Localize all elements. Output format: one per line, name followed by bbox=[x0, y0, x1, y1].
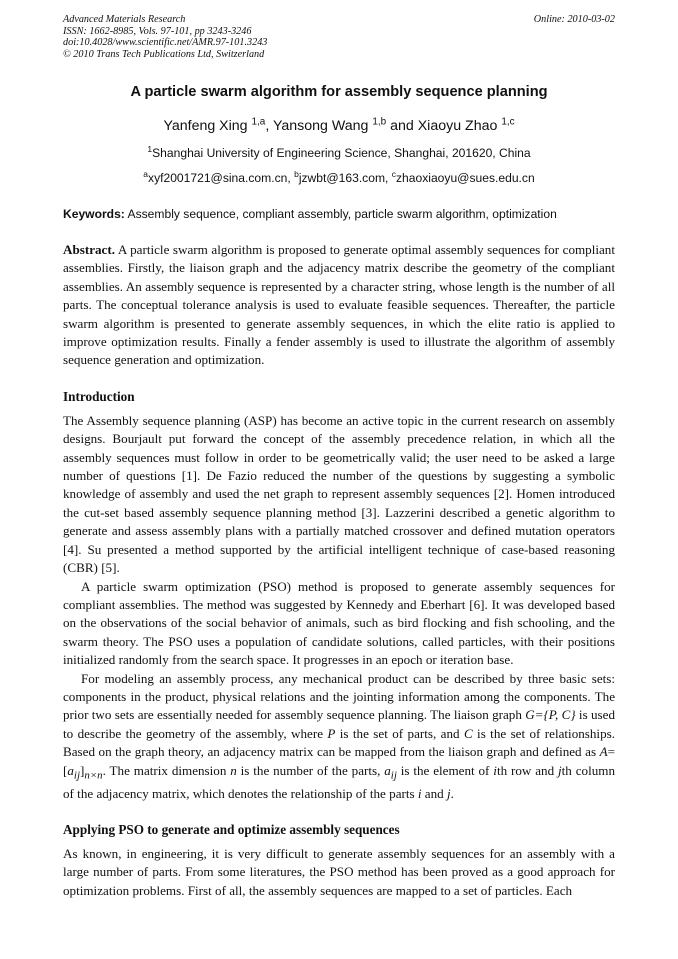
affiliation-text: Shanghai University of Engineering Science, Shanghai, 201620, China bbox=[152, 146, 531, 160]
abstract-text: A particle swarm algorithm is proposed to generate optimal assembly sequences for compliant assemblies. Firstly, the liaison graph and the adjacency matrix describe the geometry of the compliant assemblies. An assembly sequence is represented by a character string, whose length is the number of all parts. The conceptual tolerance analysis is used to evaluate feasible sequences. Thereafter, the particle swarm algorithm is presented to generate assembly sequences, in which the elite ratio is applied to improve optimization results. Finally a fender assembly is used to illustrate the algorithm of assembly sequence generation and optimization. bbox=[63, 242, 615, 368]
abstract bbox=[63, 241, 615, 370]
text-run: is used to describe the geometry of the assembly, where bbox=[63, 707, 615, 741]
keywords-label: Keywords: bbox=[63, 207, 125, 221]
text-run: and bbox=[421, 785, 447, 801]
math-symbol: j bbox=[558, 762, 562, 778]
text-run: . bbox=[450, 785, 454, 801]
text-run: is the set of parts, and bbox=[335, 725, 464, 741]
journal-header bbox=[63, 14, 615, 60]
math-symbol: C bbox=[463, 725, 473, 741]
author-affil-mark: 1,b bbox=[372, 116, 387, 128]
math-subscript: n×n bbox=[84, 769, 103, 782]
author-name: Yanfeng Xing bbox=[163, 118, 252, 134]
math-symbol: i bbox=[417, 785, 422, 801]
journal-info bbox=[63, 14, 267, 60]
journal-doi: doi:10.4028/www.scientific.net/AMR.97-101.3243 bbox=[63, 37, 268, 48]
text-run: is the set of relationships. Based on the graph theory, an adjacency matrix can be mapped from the liaison graph and defined as bbox=[63, 725, 615, 760]
section-heading-pso: Applying PSO to generate and optimize assembly sequences bbox=[63, 821, 400, 837]
author-affil-mark: 1,c bbox=[501, 116, 515, 128]
affiliation bbox=[63, 143, 615, 160]
math-liaison-graph: G={P, C} bbox=[525, 707, 576, 723]
author-separator: , bbox=[265, 118, 273, 134]
text-run: th row and bbox=[496, 762, 559, 778]
author-name: Xiaoyu Zhao bbox=[417, 118, 502, 134]
journal-copyright: © 2010 Trans Tech Publications Ltd, Switzerland bbox=[63, 48, 265, 60]
paper-title: A particle swarm algorithm for assembly sequence planning bbox=[130, 84, 548, 100]
email-link[interactable]: jzwbt@163.com bbox=[298, 171, 386, 185]
math-symbol: j bbox=[446, 785, 451, 801]
text-run: For modeling an assembly process, any mechanical product can be described by three basic sets: components in the product, physical relations and the jointing information among the components. The prior two sets are essentially needed for assembly sequence planning. The liaison graph bbox=[63, 670, 615, 723]
text-run: . The matrix dimension bbox=[102, 762, 231, 778]
email-mark: b bbox=[294, 168, 299, 179]
keywords-text: Assembly sequence, compliant assembly, particle swarm algorithm, optimization bbox=[124, 207, 557, 221]
email-separator: , bbox=[385, 171, 392, 185]
author-emails bbox=[63, 168, 615, 185]
email-link[interactable]: zhaoxiaoyu@sues.edu.cn bbox=[396, 171, 535, 185]
math-symbol: A bbox=[599, 744, 608, 760]
abstract-label: Abstract. bbox=[63, 242, 115, 257]
math-symbol: i bbox=[493, 762, 497, 778]
math-subscript: ij bbox=[73, 769, 80, 782]
math-symbol: P bbox=[327, 725, 336, 741]
text-run: ] bbox=[79, 762, 85, 778]
keywords bbox=[63, 207, 615, 221]
math-symbol: a bbox=[384, 762, 391, 778]
email-mark: a bbox=[143, 168, 149, 179]
text-run: th column of the adjacency matrix, which denotes the relationship of the parts bbox=[63, 762, 615, 801]
affiliation-mark: 1 bbox=[147, 143, 153, 154]
text-run: is the number of the parts, bbox=[236, 762, 385, 778]
pso-paragraph-1: As known, in engineering, it is very difficult to generate assembly sequences for an assembly with a large number of parts. From some literatures, the PSO method has been proved as a good approach for optimization problems. First of all, the assembly sequences are mapped to a set of particles. Each bbox=[63, 845, 615, 898]
journal-name: Advanced Materials Research bbox=[63, 14, 186, 25]
text-run: is the element of bbox=[396, 762, 494, 778]
intro-paragraph-3 bbox=[63, 670, 615, 803]
author-affil-mark: 1,a bbox=[251, 116, 266, 128]
journal-issn: ISSN: 1662-8985, Vols. 97-101, pp 3243-3246 bbox=[63, 25, 252, 37]
author-name: Yansong Wang bbox=[272, 118, 373, 134]
math-symbol: a bbox=[67, 762, 74, 778]
section-heading-introduction: Introduction bbox=[63, 388, 135, 404]
online-date: Online: 2010-03-02 bbox=[533, 14, 615, 25]
email-separator: , bbox=[287, 171, 295, 185]
author-list bbox=[63, 118, 615, 134]
email-mark: c bbox=[391, 168, 396, 179]
author-separator: and bbox=[386, 118, 418, 134]
email-link[interactable]: xyf2001721@sina.com.cn bbox=[148, 171, 288, 185]
math-symbol: n bbox=[230, 762, 237, 778]
math-subscript: ij bbox=[390, 769, 397, 782]
intro-paragraph-2: A particle swarm optimization (PSO) method is proposed to generate assembly sequences for compliant assemblies. The method was suggested by Kennedy and Eberhart [6]. It was developed based on the observations of the social behavior of animals, such as bird flocking and fish schooling, and the swarm theory. The PSO uses a population of candidate solutions, called particles, with their positions initialized randomly from the search space. It progresses in an epoch or iteration base. bbox=[63, 578, 615, 668]
text-run: =[ bbox=[63, 744, 615, 778]
intro-paragraph-1: The Assembly sequence planning (ASP) has become an active topic in the current research on assembly designs. Bourjault put forward the concept of the assembly precedence relation, in which all the assembly sequences must follow in order to be geometrically valid; the user need to be asked a large number of questions [1]. De Fazio reduced the number of the questions by suggesting a symbolic knowledge of assembly and used the net graph to represent assembly sequences [2]. Homen introduced the cut-set based assembly sequence planning method [3]. Lazzerini described a genetic algorithm to generate and assess assembly plans with a partially matched crossover and defined mutation operators [4]. Su presented a method supported by the artificial intelligent technique of case-based reasoning (CBR) [5]. bbox=[63, 412, 615, 576]
